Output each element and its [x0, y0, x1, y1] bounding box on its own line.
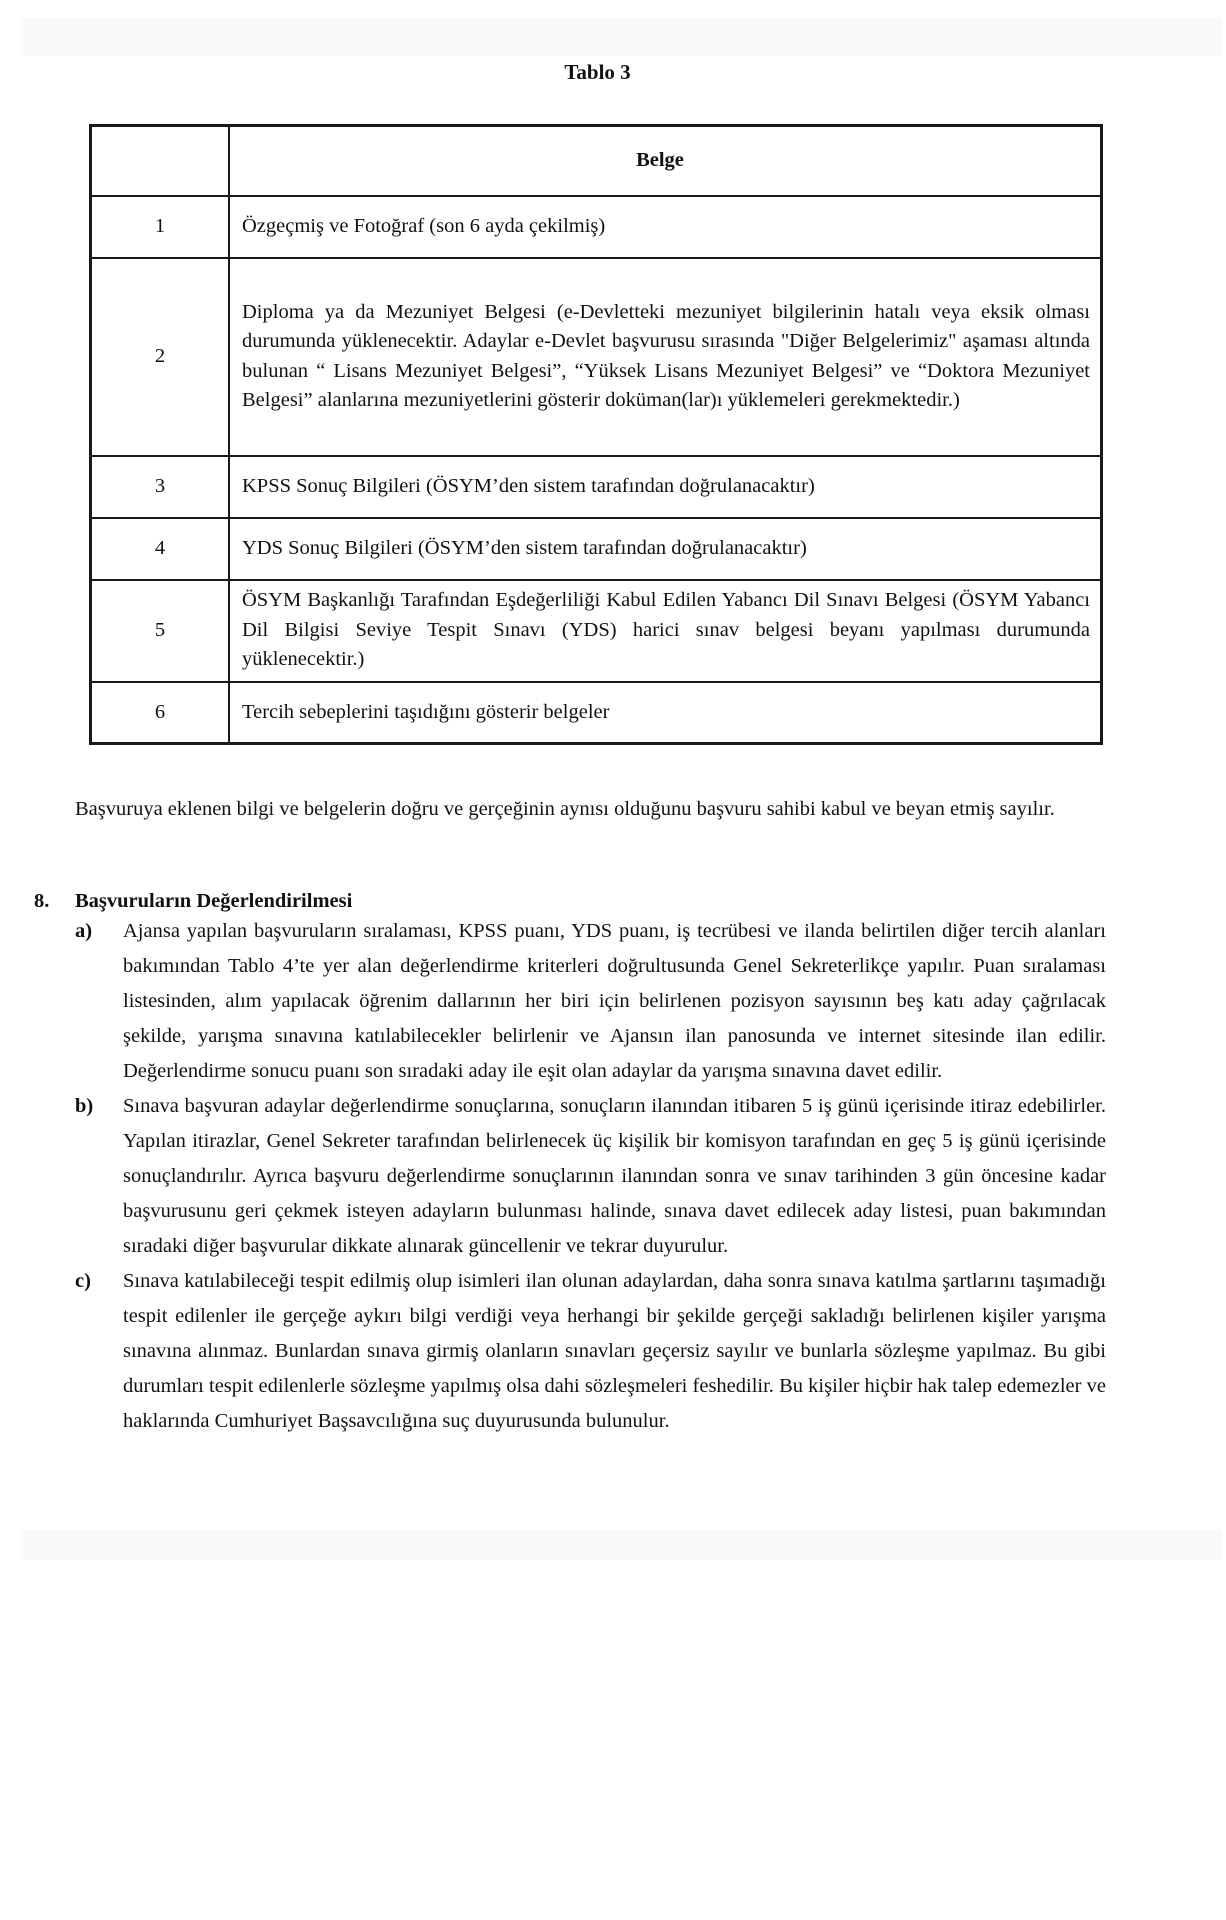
table-row: [91, 518, 1102, 580]
table-header-row: [91, 126, 1102, 196]
scan-margin-band-top: [20, 18, 1222, 56]
row-document: Özgeçmiş ve Fotoğraf (son 6 ayda çekilmiş): [229, 196, 1102, 258]
table-row: [91, 682, 1102, 744]
item-text: Ajansa yapılan başvuruların sıralaması, KPSS puanı, YDS puanı, iş tecrübesi ve ilanda belirtilen diğer tercih alanları bakımından Tablo 4’te yer alan değerlendirme kriterleri doğrultusunda Genel Sekreterlikçe yapılır. Puan sıralaması listesinden, alım yapılacak öğrenim dallarının her biri için belirlenen pozisyon sayısının beş katı aday çağrılacak şekilde, yarışma sınavına katılabilecekler belirlenir ve Ajansın ilan panosunda ve internet sitesinde ilan edilir. Değerlendirme sonucu puanı son sıradaki aday ile eşit olan adaylar da yarışma sınavına davet edilir.: [123, 920, 1106, 1082]
section-heading: [34, 888, 1106, 914]
table-row: [91, 580, 1102, 682]
documents-table: [89, 124, 1103, 745]
list-item: [34, 1264, 1106, 1439]
section-number: 8.: [34, 890, 50, 912]
row-number: 4: [91, 518, 230, 580]
item-text: Sınava katılabileceği tespit edilmiş olup isimleri ilan olunan adaylardan, daha sonra sınava katılma şartlarını taşımadığı tespit edilenler ile gerçeğe aykırı bilgi verdiği veya herhangi bir şekilde gerçeği sakladığı belirlenen kişiler yarışma sınavına alınmaz. Bunlardan sınava girmiş olanların sınavları geçersiz sayılır ve bunlarla sözleşme yapılmaz. Bu gibi durumları tespit edilenlerle sözleşme yapılmış olsa dahi sözleşmeleri feshedilir. Bu kişiler hiçbir hak talep edemezler ve haklarında Cumhuriyet Başsavcılığına suç duyurusunda bulunulur.: [123, 1270, 1106, 1432]
table-row: [91, 456, 1102, 518]
table-row: [91, 258, 1102, 456]
item-label: a): [75, 920, 93, 942]
row-document: KPSS Sonuç Bilgileri (ÖSYM’den sistem tarafından doğrulanacaktır): [229, 456, 1102, 518]
section-title: Başvuruların Değerlendirilmesi: [75, 890, 353, 912]
section-evaluation: [34, 888, 1106, 1439]
item-label: b): [75, 1095, 94, 1117]
row-number: 1: [91, 196, 230, 258]
header-document-cell: Belge: [229, 126, 1102, 196]
row-number: 3: [91, 456, 230, 518]
row-number: 6: [91, 682, 230, 744]
row-document: YDS Sonuç Bilgileri (ÖSYM’den sistem tarafından doğrulanacaktır): [229, 518, 1102, 580]
list-item: [34, 1089, 1106, 1264]
row-document: Diploma ya da Mezuniyet Belgesi (e-Devletteki mezuniyet bilgilerinin hatalı veya eksik olması durumunda yüklenecektir. Adaylar e-Devlet başvurusu sırasında "Diğer Belgelerimiz" aşaması altında bulunan “ Lisans Mezuniyet Belgesi”, “Yüksek Lisans Mezuniyet Belgesi” ve “Doktora Mezuniyet Belgesi” alanlarına mezuniyetlerini gösterir doküman(lar)ı yüklemeleri gerekmektedir.): [229, 258, 1102, 456]
table-title: Tablo 3: [564, 60, 631, 84]
list-item: [34, 914, 1106, 1089]
row-number: 2: [91, 258, 230, 456]
scan-margin-band-bottom: [20, 1530, 1222, 1560]
row-document: Tercih sebeplerini taşıdığını gösterir belgeler: [229, 682, 1102, 744]
item-text: Sınava başvuran adaylar değerlendirme sonuçlarına, sonuçların ilanından itibaren 5 iş günü içerisinde itiraz edebilirler. Yapılan itirazlar, Genel Sekreter tarafından belirlenecek üç kişilik bir komisyon tarafından en geç 5 iş günü içerisinde sonuçlandırılır. Ayrıca başvuru değerlendirme sonuçlarının ilanından sonra ve sınav tarihinden 3 gün öncesine kadar başvurusunu geri çekmek isteyen adayların bulunması halinde, sınava davet edilecek aday listesi, puan bakımından sıradaki diğer başvurular dikkate alınarak güncellenir ve tekrar duyurulur.: [123, 1095, 1106, 1257]
item-label: c): [75, 1270, 91, 1292]
header-number-cell: [91, 126, 230, 196]
declaration-paragraph: Başvuruya eklenen bilgi ve belgelerin doğru ve gerçeğinin aynısı olduğunu başvuru sahibi kabul ve beyan etmiş sayılır.: [75, 798, 1055, 820]
row-number: 5: [91, 580, 230, 682]
table-row: [91, 196, 1102, 258]
section-items: [34, 914, 1106, 1439]
row-document: ÖSYM Başkanlığı Tarafından Eşdeğerliliği Kabul Edilen Yabancı Dil Sınavı Belgesi (ÖSYM Yabancı Dil Bilgisi Seviye Tespit Sınavı (YDS) harici sınav belgesi beyanı yapılması durumunda yüklenecektir.): [229, 580, 1102, 682]
